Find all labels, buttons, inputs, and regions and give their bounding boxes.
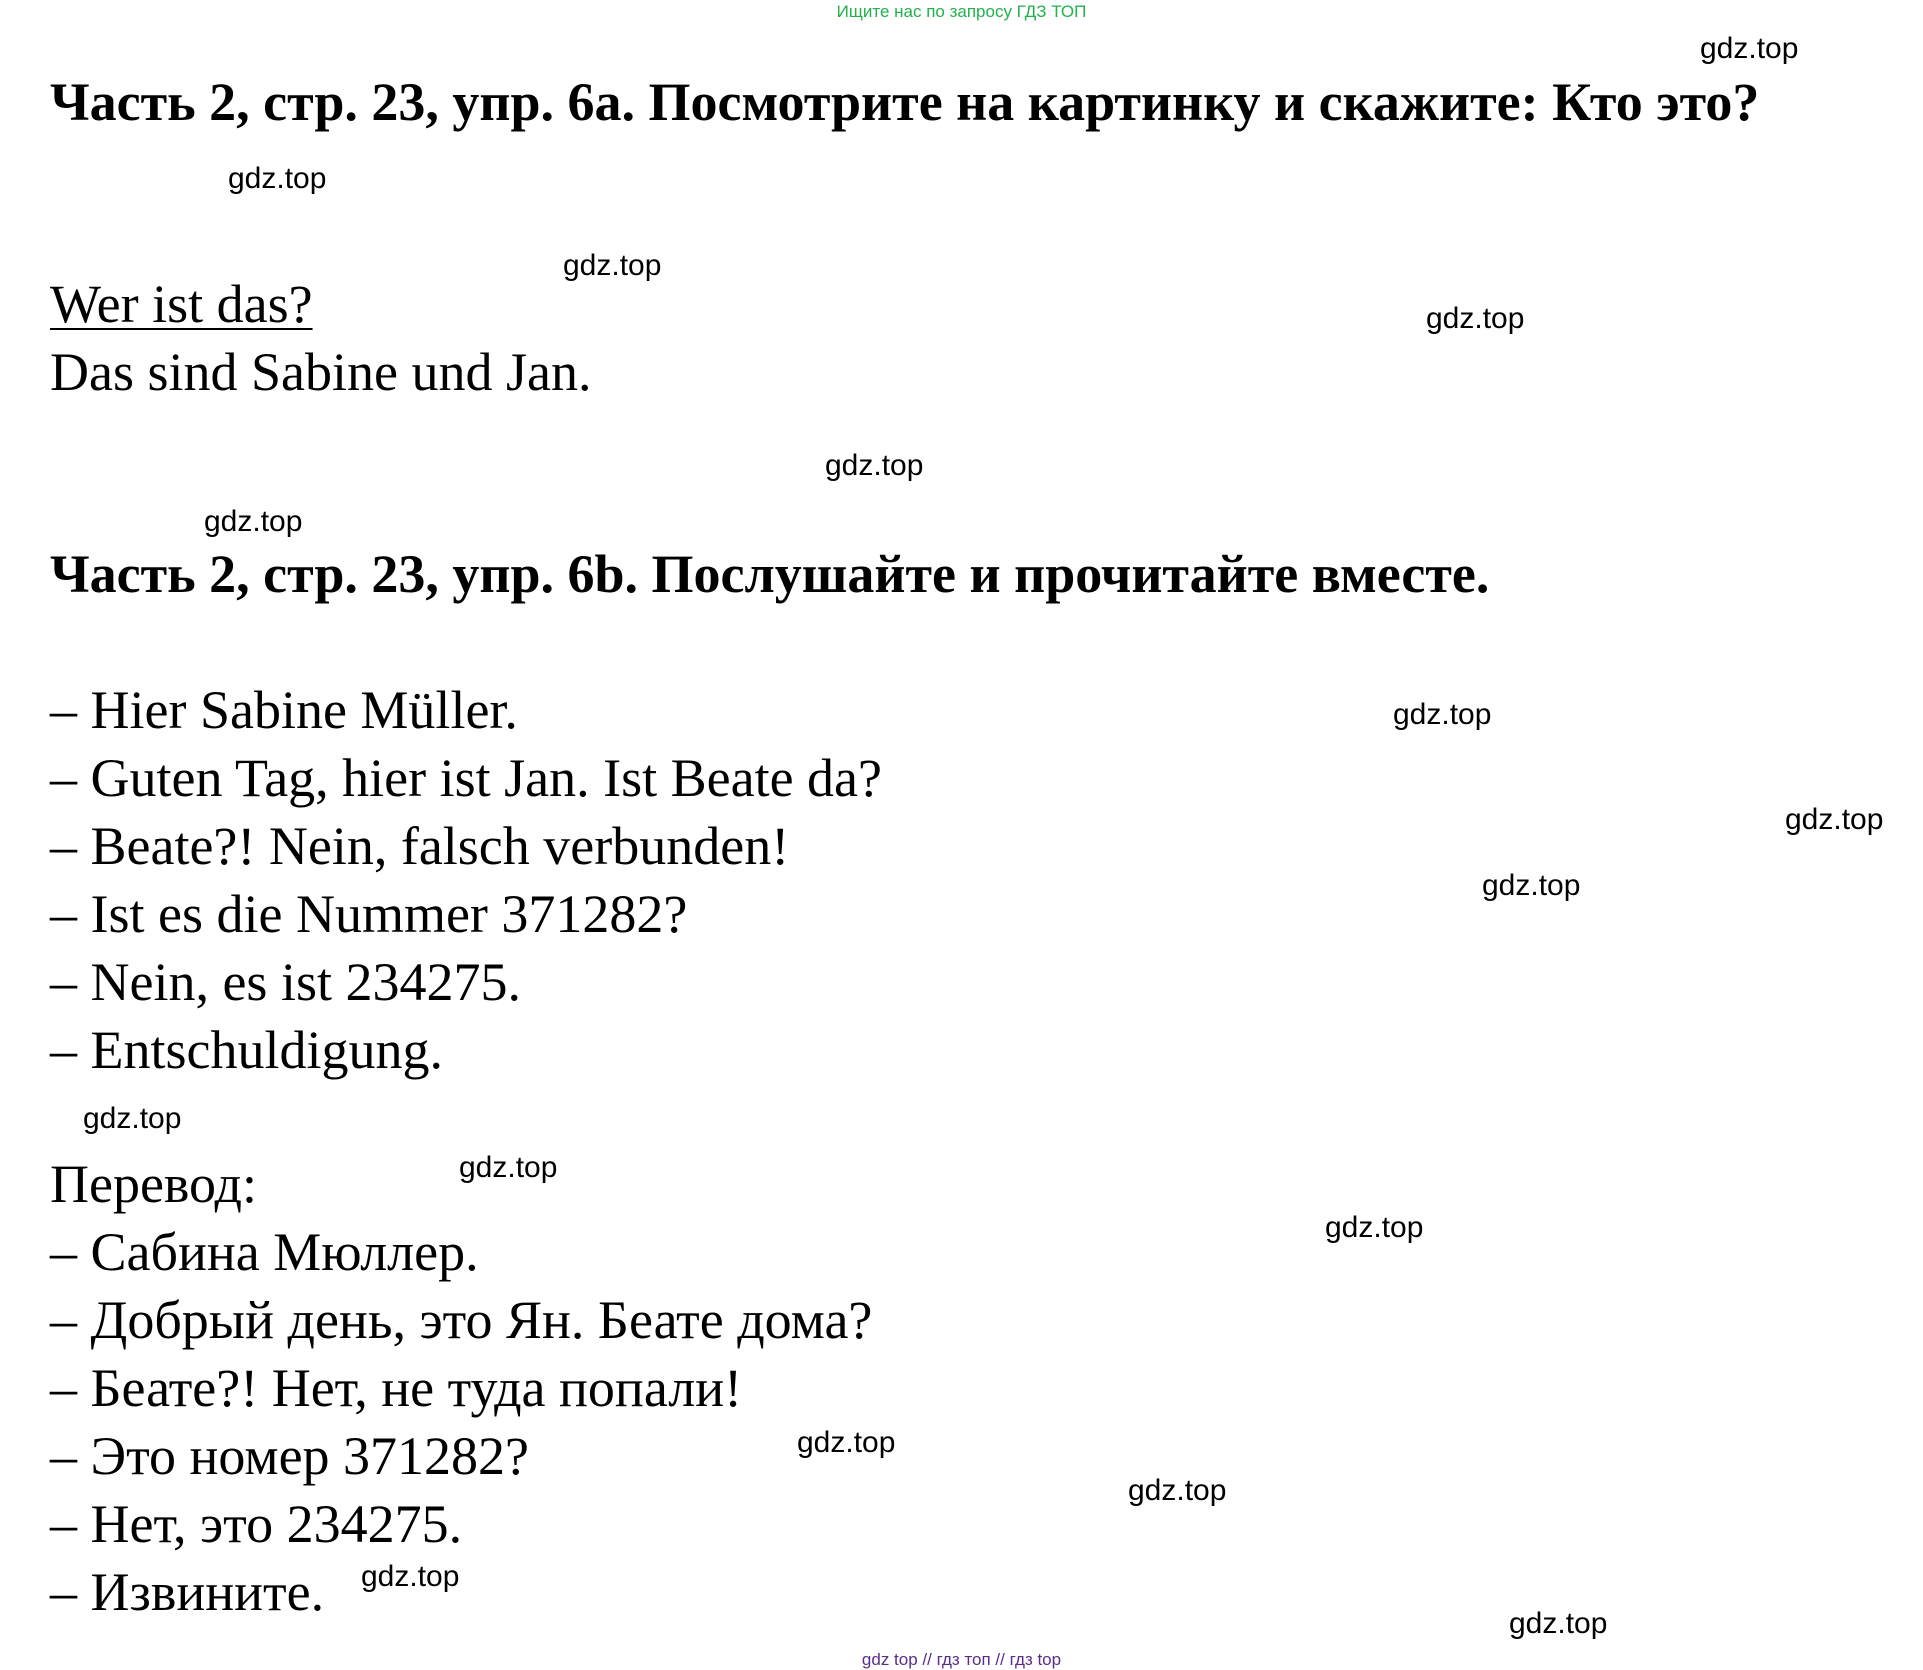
translation-line: – Сабина Мюллер. — [50, 1222, 479, 1282]
translation-line: – Нет, это 234275. — [50, 1494, 463, 1554]
watermark: gdz.top — [1393, 698, 1492, 731]
watermark: gdz.top — [563, 249, 662, 282]
watermark: gdz.top — [204, 505, 303, 538]
footer-links: gdz top // гдз топ // гдз top — [861, 1650, 1062, 1669]
watermark: gdz.top — [1325, 1211, 1424, 1244]
watermark: gdz.top — [1785, 803, 1884, 836]
heading-exercise-6a: Часть 2, стр. 23, упр. 6a. Посмотрите на картинку и скажите: Кто это? — [50, 72, 1760, 132]
answer-line: Das sind Sabine und Jan. — [50, 342, 592, 402]
watermark: gdz.top — [83, 1102, 182, 1135]
dialogue-line: – Guten Tag, hier ist Jan. Ist Beate da? — [50, 748, 882, 808]
translation-line: – Добрый день, это Ян. Беате дома? — [50, 1290, 873, 1350]
translation-line: – Извините. — [50, 1562, 325, 1622]
watermark: gdz.top — [1426, 302, 1525, 335]
watermark: gdz.top — [459, 1151, 558, 1184]
dialogue-line: – Entschuldigung. — [50, 1020, 443, 1080]
heading-exercise-6b: Часть 2, стр. 23, упр. 6b. Послушайте и прочитайте вместе. — [50, 544, 1490, 604]
watermark: gdz.top — [1509, 1607, 1608, 1640]
translation-line: – Это номер 371282? — [50, 1426, 530, 1486]
top-banner: Ищите нас по запросу ГДЗ ТОП — [836, 2, 1087, 21]
dialogue-line: – Hier Sabine Müller. — [50, 680, 518, 740]
watermark: gdz.top — [797, 1426, 896, 1459]
watermark: gdz.top — [361, 1560, 460, 1593]
dialogue-line: – Ist es die Nummer 371282? — [50, 884, 688, 944]
watermark: gdz.top — [1482, 869, 1581, 902]
watermark: gdz.top — [1128, 1474, 1227, 1507]
watermark: gdz.top — [1700, 32, 1799, 65]
dialogue-line: – Nein, es ist 234275. — [50, 952, 521, 1012]
watermark: gdz.top — [825, 449, 924, 482]
translation-line: – Беате?! Нет, не туда попали! — [50, 1358, 743, 1418]
watermark: gdz.top — [228, 162, 327, 195]
dialogue-line: – Beate?! Nein, falsch verbunden! — [50, 816, 790, 876]
question-line: Wer ist das? — [50, 274, 313, 334]
translation-label: Перевод: — [50, 1154, 257, 1214]
